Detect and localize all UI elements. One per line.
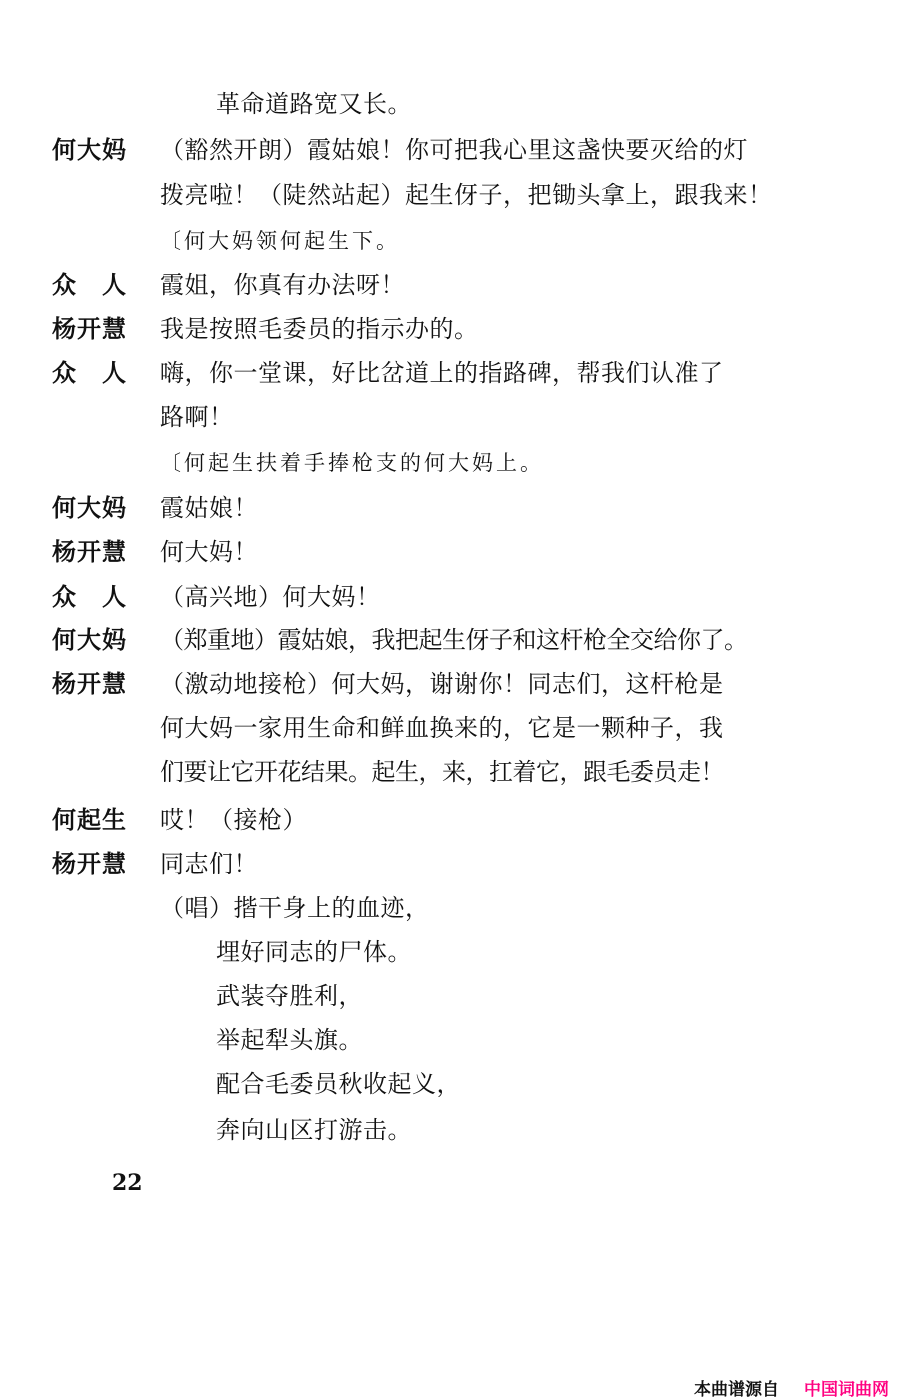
speaker: 杨开慧: [52, 670, 127, 698]
stage-direction: 〔何起生扶着手捧枪支的何大妈上。: [160, 451, 544, 475]
dialogue-line: （激动地接枪）何大妈，谢谢你！同志们，这杆枪是: [160, 670, 724, 698]
lyric-line: 埋好同志的尸体。: [216, 938, 412, 966]
lyric-line: （唱）揩干身上的血迹，: [160, 894, 430, 922]
dialogue-line: （高兴地）何大妈！: [160, 583, 381, 611]
watermark-prefix: 本曲谱源自: [694, 1380, 779, 1400]
dialogue-line: 霞姑娘！: [160, 494, 258, 522]
dialogue-line: 嗨，你一堂课，好比岔道上的指路碑，帮我们认准了: [160, 359, 724, 387]
dialogue-line: 同志们！: [160, 850, 258, 878]
dialogue-line: （郑重地）霞姑娘，我把起生伢子和这杆枪全交给你了。: [160, 626, 748, 654]
dialogue-line: 我是按照毛委员的指示办的。: [160, 315, 479, 343]
lyric-line: 举起犁头旗。: [216, 1026, 363, 1054]
page-number: 22: [112, 1170, 143, 1196]
speaker: 众 人: [52, 583, 127, 611]
lyric-line: 革命道路宽又长。: [216, 90, 412, 118]
speaker: 何大妈: [52, 626, 127, 654]
lyric-line: 奔向山区打游击。: [216, 1116, 412, 1144]
speaker: 众 人: [52, 359, 127, 387]
speaker: 何起生: [52, 806, 127, 834]
stage-direction: 〔何大妈领何起生下。: [160, 229, 400, 253]
dialogue-line: （豁然开朗）霞姑娘！你可把我心里这盏快要灭给的灯: [160, 136, 748, 164]
speaker: 何大妈: [52, 494, 127, 522]
speaker: 何大妈: [52, 136, 127, 164]
dialogue-line: 拨亮啦！（陡然站起）起生伢子，把锄头拿上，跟我来！: [160, 181, 773, 209]
lyric-line: 配合毛委员秋收起义，: [216, 1070, 461, 1098]
lyric-line: 武装夺胜利，: [216, 982, 363, 1010]
dialogue-line: 们要让它开花结果。起生，来，扛着它，跟毛委员走！: [160, 758, 724, 786]
watermark-site: 中国词曲网: [804, 1380, 889, 1400]
dialogue-line: 霞姐，你真有办法呀！: [160, 271, 405, 299]
speaker: 杨开慧: [52, 315, 127, 343]
dialogue-line: 何大妈一家用生命和鲜血换来的，它是一颗种子，我: [160, 714, 724, 742]
speaker: 众 人: [52, 271, 127, 299]
dialogue-line: 哎！（接枪）: [160, 806, 307, 834]
speaker: 杨开慧: [52, 538, 127, 566]
speaker: 杨开慧: [52, 850, 127, 878]
dialogue-line: 何大妈！: [160, 538, 258, 566]
dialogue-line: 路啊！: [160, 403, 234, 431]
